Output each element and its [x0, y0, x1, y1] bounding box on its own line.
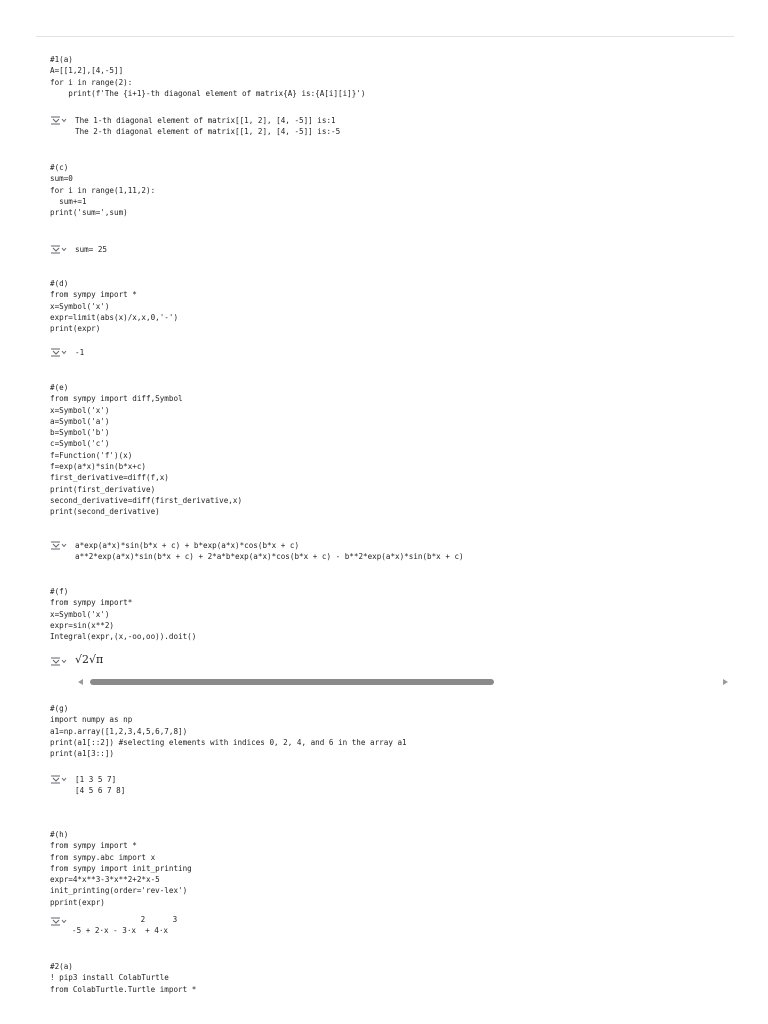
horizontal-scrollbar[interactable]: [78, 678, 728, 686]
code-cell-h[interactable]: #(h) from sympy import * from sympy.abc import x from sympy import init_printing expr=4*x**3-3*x**2+2*x-5 init_printing(order='rev-lex') pprint(expr): [50, 830, 192, 907]
output-collapse-icon[interactable]: [50, 347, 68, 358]
notebook-top-divider: [36, 36, 734, 37]
output-collapse-icon[interactable]: [50, 916, 68, 927]
code-cell-d[interactable]: #(d) from sympy import * x=Symbol('x') expr=limit(abs(x)/x,x,0,'-') print(expr): [50, 279, 179, 334]
scroll-left-arrow-icon[interactable]: [78, 679, 83, 685]
code-cell-e[interactable]: #(e) from sympy import diff,Symbol x=Symbol('x') a=Symbol('a') b=Symbol('b') c=Symbol('c') f=Function('f')(x) f=exp(a*x)*sin(b*x+c) first_derivative=diff(f,x) print(first_derivative) second_derivative=diff(first_derivative,x) print(second_derivative): [50, 383, 243, 517]
code-cell-2a[interactable]: #2(a) ! pip3 install ColabTurtle from ColabTurtle.Turtle import *: [50, 962, 197, 994]
output-collapse-icon[interactable]: [50, 244, 68, 255]
output-collapse-icon[interactable]: [50, 540, 68, 551]
output-text: a*exp(a*x)*sin(b*x + c) + b*exp(a*x)*cos(b*x + c) a**2*exp(a*x)*sin(b*x + c) + 2*a*b*exp(a*x)*cos(b*x + c) - b**2*exp(a*x)*sin(b*x + c): [75, 541, 464, 562]
output-collapse-icon[interactable]: [50, 115, 68, 126]
output-collapse-icon[interactable]: [50, 774, 68, 785]
output-collapse-icon[interactable]: [50, 656, 68, 667]
output-text: sum= 25: [75, 245, 108, 254]
code-cell-g[interactable]: #(g) import numpy as np a1=np.array([1,2,3,4,5,6,7,8]) print(a1[::2]) #selecting elements with indices 0, 2, 4, and 6 in the array a1 print(a1[3::]): [50, 704, 407, 759]
output-text: 2 3 -5 + 2⋅x - 3⋅x + 4⋅x: [72, 915, 178, 936]
output-text: The 1-th diagonal element of matrix[[1, 2], [4, -5]] is:1 The 2-th diagonal element of matrix[[1, 2], [4, -5]] is:-5: [75, 116, 341, 137]
scroll-right-arrow-icon[interactable]: [723, 679, 728, 685]
code-cell-c[interactable]: #(c) sum=0 for i in range(1,11,2): sum+=1 print('sum=',sum): [50, 163, 156, 218]
output-text: [1 3 5 7] [4 5 6 7 8]: [75, 775, 126, 796]
code-cell-1a[interactable]: #1(a) A=[[1,2],[4,-5]] for i in range(2): print(f'The {i+1}-th diagonal element of matrix{A} is:{A[i][i]}'): [50, 55, 366, 98]
output-text: -1: [75, 348, 85, 357]
output-math: √2√π: [75, 653, 104, 666]
scrollbar-thumb[interactable]: [90, 679, 494, 685]
code-cell-f[interactable]: #(f) from sympy import* x=Symbol('x') expr=sin(x**2) Integral(expr,(x,-oo,oo)).doit(): [50, 587, 197, 642]
